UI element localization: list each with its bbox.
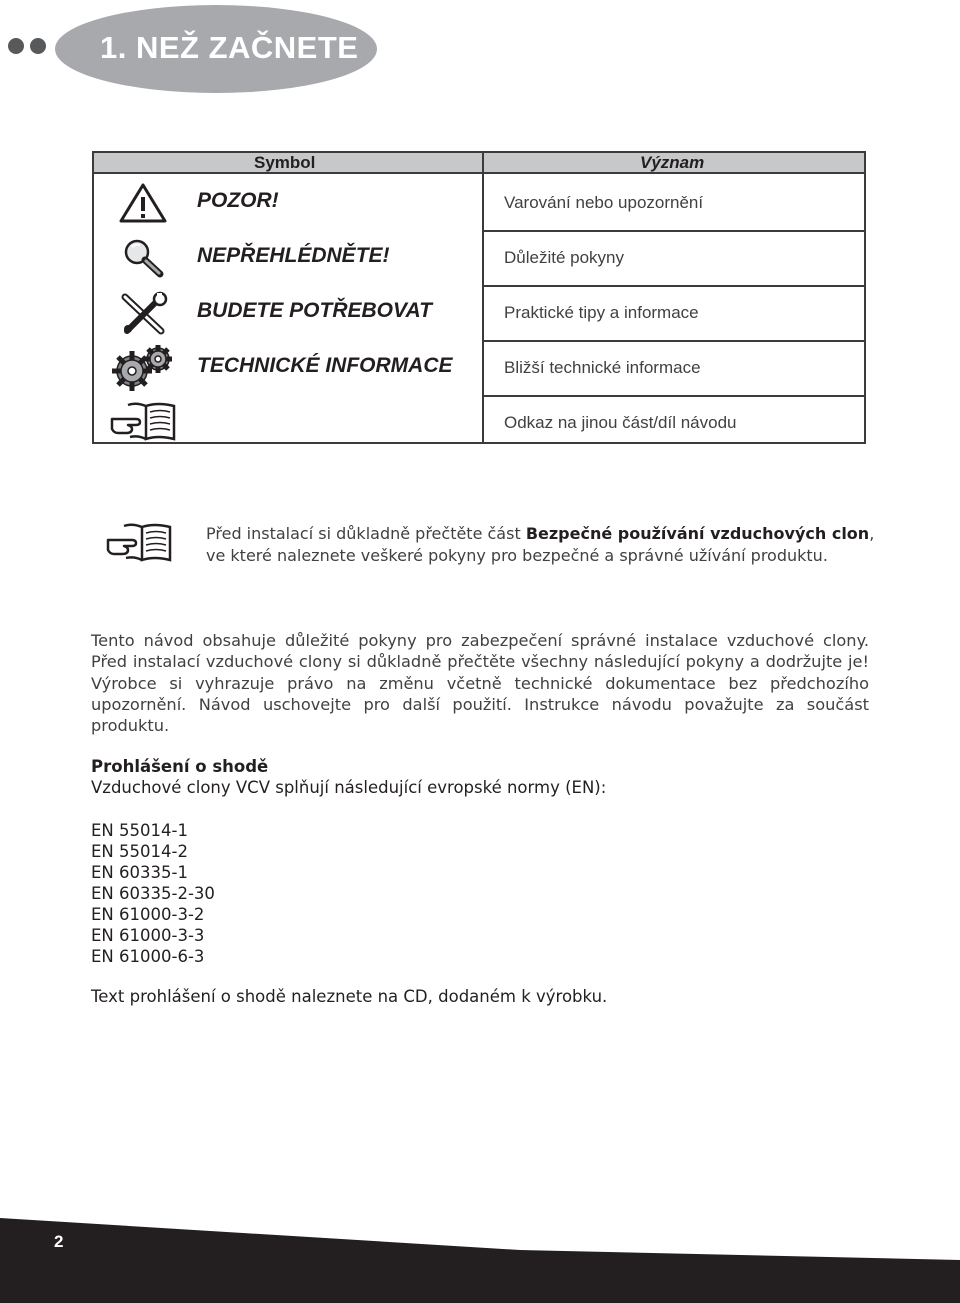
paragraph-line: Výrobce si vyhrazuje právo na změnu včetně technické dokumentace bez předchozího <box>91 673 869 693</box>
symbol-label: NEPŘEHLÉDNĚTE! <box>197 244 390 267</box>
read-safety-note <box>206 523 876 567</box>
symbol-meaning: Praktické tipy a informace <box>504 303 699 322</box>
row-divider <box>484 340 864 342</box>
magnifier-icon <box>122 237 166 279</box>
paragraph-line: upozornění. Návod uschovejte pro další použití. Instrukce návodu považujte za součást <box>91 694 869 714</box>
symbol-label: TECHNICKÉ INFORMACE <box>197 354 453 377</box>
list-item: EN 61000-3-3 <box>91 926 205 945</box>
dot-icon <box>8 38 24 54</box>
row-divider <box>484 230 864 232</box>
section-title: 1. NEŽ ZAČNETE <box>100 30 359 65</box>
read-note-text: , ve které naleznete veškeré pokyny pro bezpečné a správné užívání produktu. <box>206 524 875 565</box>
symbol-meaning: Odkaz na jinou část/díl návodu <box>504 413 737 432</box>
list-item: EN 61000-3-2 <box>91 905 205 924</box>
symbol-meaning: Důležité pokyny <box>504 248 625 267</box>
declaration-closing: Text prohlášení o shodě naleznete na CD, dodaném k výrobku. <box>91 987 608 1006</box>
table-header-row <box>94 153 864 174</box>
list-item: EN 60335-1 <box>91 863 188 882</box>
column-divider <box>482 153 484 442</box>
row-divider <box>484 285 864 287</box>
read-note-section-ref: Bezpečné používání vzduchových clon <box>525 524 870 543</box>
symbol-meaning: Varování nebo upozornění <box>504 193 704 212</box>
list-item: EN 60335-2-30 <box>91 884 215 903</box>
declaration-title: Prohlášení o shodě <box>91 757 269 776</box>
column-header-symbol: Symbol <box>254 153 316 172</box>
warning-icon <box>118 182 168 224</box>
intro-paragraph <box>91 630 869 736</box>
paragraph-line: Tento návod obsahuje důležité pokyny pro zabezpečení správné instalace vzduchové clony. <box>91 631 869 650</box>
symbol-meaning: Bližší technické informace <box>504 358 701 377</box>
list-item: EN 55014-2 <box>91 842 188 861</box>
tools-icon <box>119 291 169 337</box>
read-note-text: Před instalací si důkladně přečtěte část <box>206 524 526 543</box>
book-pointer-icon <box>106 522 174 564</box>
symbol-label: BUDETE POTŘEBOVAT <box>197 299 432 322</box>
row-divider <box>484 395 864 397</box>
gears-icon <box>110 343 176 393</box>
paragraph-line: Před instalací vzduchové clony si důkladně přečtěte všechny následující pokyny a dodržujte je! <box>91 652 869 672</box>
footer-band <box>0 1218 960 1303</box>
page-number: 2 <box>54 1232 64 1251</box>
symbol-table <box>92 151 866 444</box>
book-pointer-icon <box>110 401 178 443</box>
symbol-label: POZOR! <box>197 189 279 212</box>
dot-icon <box>30 38 46 54</box>
column-header-meaning: Význam <box>640 153 705 172</box>
norms-list <box>91 820 215 967</box>
paragraph-line: produktu. <box>91 716 170 736</box>
list-item: EN 55014-1 <box>91 821 188 840</box>
list-item: EN 61000-6-3 <box>91 947 205 966</box>
declaration-intro: Vzduchové clony VCV splňují následující evropské normy (EN): <box>91 778 607 797</box>
